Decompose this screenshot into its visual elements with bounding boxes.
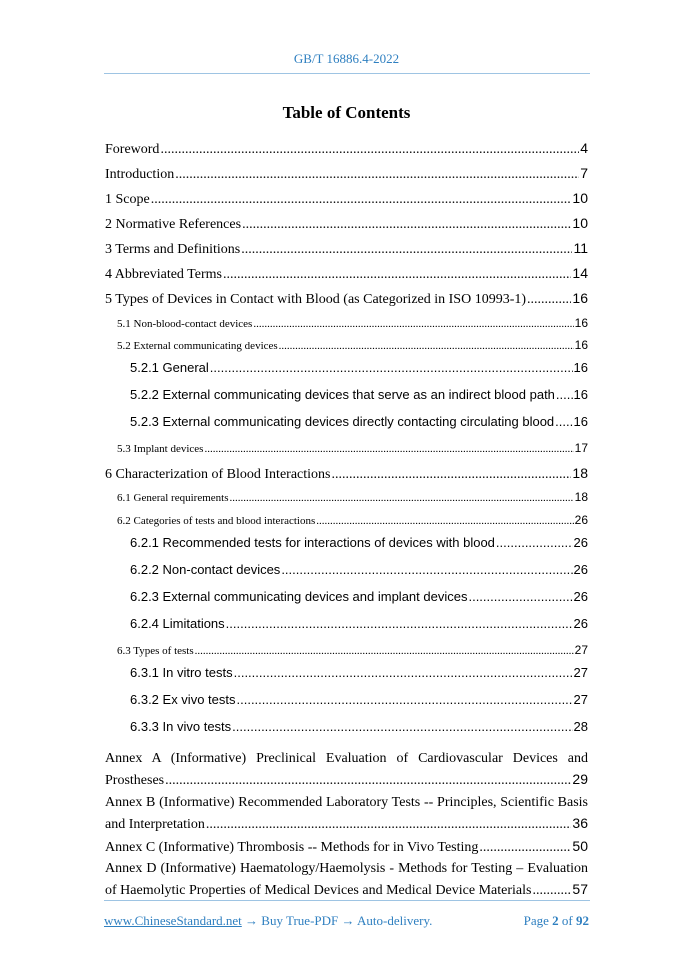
- toc-entry-section-5[interactable]: 5 Types of Devices in Contact with Blood (as Categorized in ISO 10993-1) ..... 16: [105, 290, 588, 308]
- leader-dots: [160, 142, 579, 158]
- toc-entry-normative-references[interactable]: 2 Normative References ..... 10: [105, 215, 588, 233]
- leader-dots: [206, 815, 572, 835]
- toc-entry-5-2-3[interactable]: 5.2.3 External communicating devices directly contacting circulating blood ..... 16: [130, 414, 588, 429]
- toc-entry-6-3-2[interactable]: 6.3.2 Ex vivo tests ..... 27: [130, 692, 588, 707]
- toc-entry-annex-d[interactable]: Annex D (Informative) Haematology/Haemolysis - Methods for Testing – Evaluation of Haemolytic Properties of Medical Devices and Medical Device Materials ..... 57: [105, 859, 588, 901]
- toc-entry-6-3-1[interactable]: 6.3.1 In vitro tests ..... 27: [130, 665, 588, 680]
- toc-entry-5-2[interactable]: 5.2 External communicating devices ..... 16: [117, 338, 588, 352]
- toc-title: Table of Contents: [282, 103, 411, 122]
- leader-dots: [242, 217, 571, 233]
- leader-dots: [195, 645, 574, 657]
- arrow-right-icon: →: [341, 913, 355, 928]
- page-word: Page: [523, 913, 549, 928]
- toc-entry-terms-definitions[interactable]: 3 Terms and Definitions ..... 11: [105, 240, 588, 258]
- toc-entry-6-2[interactable]: 6.2 Categories of tests and blood interactions ..... 26: [117, 513, 588, 527]
- leader-dots: [479, 838, 571, 858]
- toc-entry-abbreviated-terms[interactable]: 4 Abbreviated Terms ..... 14: [105, 265, 588, 283]
- toc-entry-6-2-2[interactable]: 6.2.2 Non-contact devices ..... 26: [130, 562, 588, 577]
- toc-entry-annex-b[interactable]: Annex B (Informative) Recommended Laboratory Tests -- Principles, Scientific Basis and Interpretation ..... 36: [105, 793, 588, 835]
- toc-entry-6-3[interactable]: 6.3 Types of tests ..... 27: [117, 643, 588, 657]
- toc-entry-annex-c[interactable]: Annex C (Informative) Thrombosis -- Methods for in Vivo Testing ..... 50: [105, 836, 588, 858]
- current-page-number: 2: [552, 913, 559, 928]
- leader-dots: [234, 665, 573, 680]
- toc-entry-6-1[interactable]: 6.1 General requirements ..... 18: [117, 490, 588, 504]
- page-indicator: [524, 913, 589, 929]
- leader-dots: [237, 692, 573, 707]
- toc-entry-section-6[interactable]: 6 Characterization of Blood Interactions ..... 18: [105, 465, 588, 483]
- leader-dots: [279, 340, 574, 352]
- leader-dots: [151, 192, 572, 208]
- leader-dots: [556, 387, 573, 402]
- toc-entry-5-1[interactable]: 5.1 Non-blood-contact devices ..... 16: [117, 316, 588, 330]
- toc-entry-6-2-3[interactable]: 6.2.3 External communicating devices and implant devices ..... 26: [130, 589, 588, 604]
- running-header: GB/T 16886.4-2022: [293, 51, 400, 66]
- leader-dots: [204, 443, 573, 455]
- toc-entry-introduction[interactable]: Introduction ..... 7: [105, 165, 588, 183]
- site-link[interactable]: www.ChineseStandard.net: [104, 913, 242, 928]
- toc-entry-6-3-3[interactable]: 6.3.3 In vivo tests ..... 28: [130, 719, 588, 734]
- leader-dots: [226, 616, 573, 631]
- header-divider: [104, 73, 590, 74]
- leader-dots: [532, 881, 571, 901]
- leader-dots: [316, 515, 573, 527]
- leader-dots: [253, 318, 573, 330]
- leader-dots: [165, 771, 571, 791]
- auto-delivery-text: Auto-delivery.: [357, 913, 433, 928]
- leader-dots: [175, 167, 579, 183]
- toc-entry-5-2-1[interactable]: 5.2.1 General ..... 16: [130, 360, 588, 375]
- toc-entry-5-2-2[interactable]: 5.2.2 External communicating devices that serve as an indirect blood path ..... 16: [130, 387, 588, 402]
- footer-promo: [104, 913, 432, 929]
- leader-dots: [229, 492, 573, 504]
- leader-dots: [281, 562, 572, 577]
- of-word: of: [561, 913, 573, 928]
- leader-dots: [555, 414, 572, 429]
- leader-dots: [331, 467, 571, 483]
- leader-dots: [232, 719, 572, 734]
- leader-dots: [468, 589, 572, 604]
- total-pages-number: 92: [576, 913, 589, 928]
- leader-dots: [210, 360, 573, 375]
- buy-pdf-text: Buy True-PDF: [261, 913, 339, 928]
- toc-entry-6-2-4[interactable]: 6.2.4 Limitations ..... 26: [130, 616, 588, 631]
- toc-entry-scope[interactable]: 1 Scope ..... 10: [105, 190, 588, 208]
- leader-dots: [241, 242, 572, 258]
- toc-entry-annex-a[interactable]: Annex A (Informative) Preclinical Evaluation of Cardiovascular Devices and Prostheses ..... 29: [105, 749, 588, 791]
- footer-divider: [104, 900, 590, 901]
- arrow-right-icon: →: [245, 913, 259, 928]
- toc-entry-foreword[interactable]: Foreword ..... 4: [105, 140, 588, 158]
- toc-entry-5-3[interactable]: 5.3 Implant devices ..... 17: [117, 441, 588, 455]
- toc-entry-6-2-1[interactable]: 6.2.1 Recommended tests for interactions of devices with blood ..... 26: [130, 535, 588, 550]
- leader-dots: [496, 535, 573, 550]
- leader-dots: [223, 267, 571, 283]
- leader-dots: [527, 292, 571, 308]
